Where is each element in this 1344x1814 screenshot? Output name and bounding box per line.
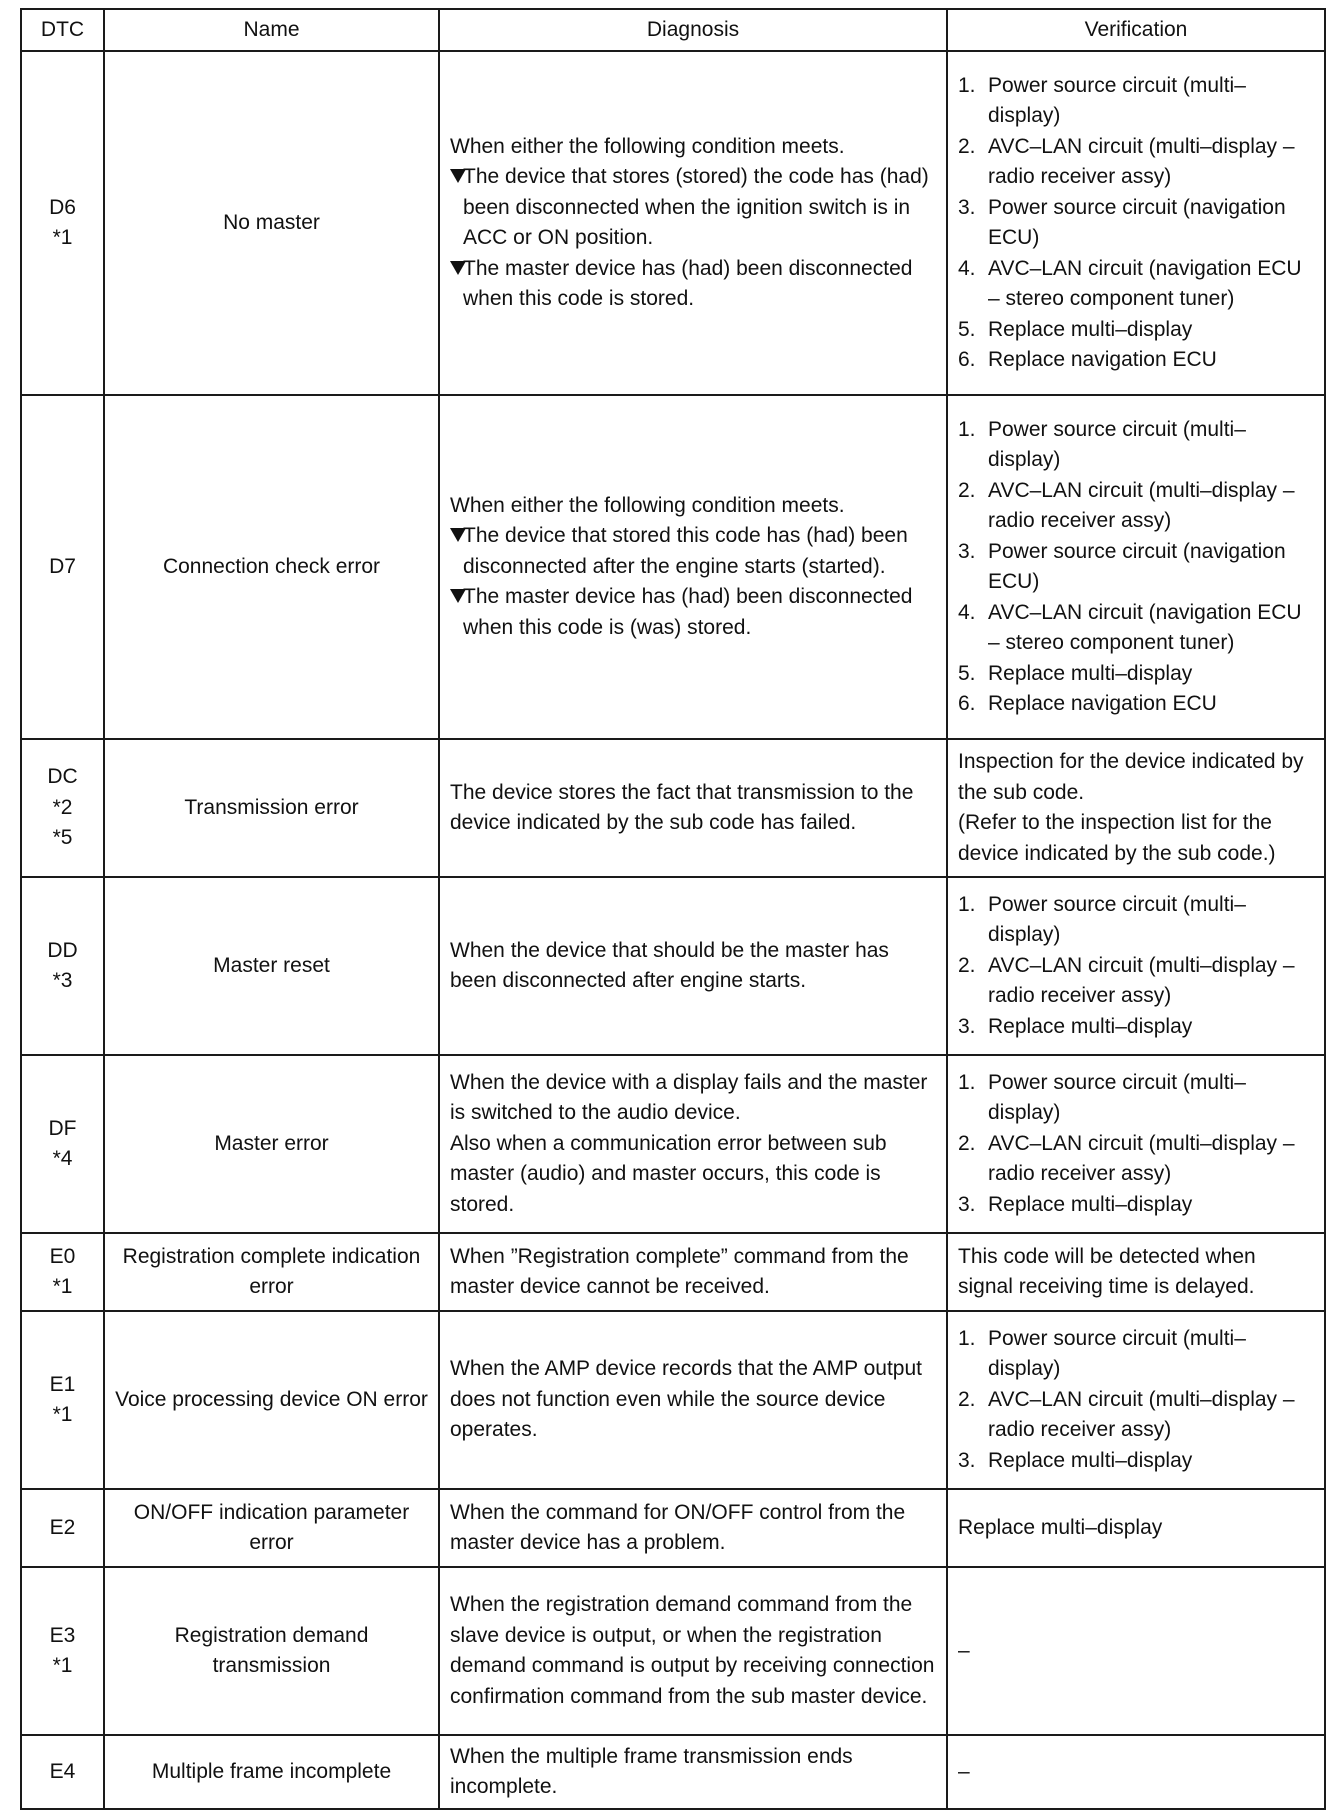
verification-cell xyxy=(947,1233,1325,1311)
dtc-footnote-ref: *1 xyxy=(52,1654,73,1677)
table-row xyxy=(21,1489,1325,1567)
dtc-name-cell xyxy=(104,1567,439,1735)
dtc-code-cell xyxy=(21,1567,104,1735)
step-text: Replace multi–display xyxy=(988,1014,1193,1038)
header-diagnosis: Diagnosis xyxy=(439,9,947,51)
diagnosis-text: When the registration demand command from the slave device is output, or when the registration demand command is output by receiving connection confirmation command from the sub master device. xyxy=(450,1593,935,1708)
verification-step xyxy=(958,254,1314,315)
diagnosis-text: When the command for ON/OFF control from the master device has a problem. xyxy=(450,1500,906,1554)
header-verification: Verification xyxy=(947,9,1325,51)
diagnosis-cell xyxy=(439,1311,947,1489)
step-number: 6. xyxy=(958,348,976,371)
dtc-code: DC xyxy=(47,765,78,789)
step-text: Power source circuit (multi–display) xyxy=(988,73,1246,127)
step-number: 2. xyxy=(958,1131,976,1155)
verification-text: This code will be detected when signal receiving time is delayed. xyxy=(958,1244,1256,1298)
step-number: 3. xyxy=(958,1014,976,1038)
diagnosis-bullet-text: The master device has (had) been disconnected when this code is (was) stored. xyxy=(463,585,913,639)
verification-step xyxy=(958,345,1314,376)
dtc-name: ON/OFF indication parameter error xyxy=(133,1500,410,1554)
verification-step xyxy=(958,689,1314,720)
dtc-code: E0 xyxy=(49,1244,76,1268)
dtc-code-cell xyxy=(21,395,104,739)
header-name: Name xyxy=(104,9,439,51)
verification-steps xyxy=(958,1068,1314,1221)
step-text: Power source circuit (multi–display) xyxy=(988,1326,1246,1381)
verification-cell xyxy=(947,395,1325,739)
dtc-code-cell xyxy=(21,1489,104,1567)
dtc-footnote-ref: *3 xyxy=(52,969,73,992)
verification-step xyxy=(958,659,1314,690)
step-text: Power source circuit (navigation ECU) xyxy=(988,195,1286,249)
step-text: AVC–LAN circuit (multi–display – radio receiver assy) xyxy=(988,478,1295,532)
diagnosis-intro: When either the following condition meets. xyxy=(450,493,845,517)
step-number: 3. xyxy=(958,539,976,563)
step-number: 3. xyxy=(958,1192,976,1216)
dtc-name: Registration demand transmission xyxy=(174,1623,369,1677)
step-number: 3. xyxy=(958,195,976,219)
verification-text: Replace multi–display xyxy=(958,1515,1163,1539)
dtc-table xyxy=(20,8,1326,1810)
step-number: 2. xyxy=(958,953,976,977)
dtc-name-cell xyxy=(104,1735,439,1809)
diagnosis-bullet-text: The device that stored this code has (had) been disconnected after the engine starts (started). xyxy=(463,524,908,578)
diagnosis-text: When the device that should be the master has been disconnected after engine starts. xyxy=(450,938,889,992)
diagnosis-cell xyxy=(439,739,947,877)
step-number: 4. xyxy=(958,600,976,624)
diagnosis-cell xyxy=(439,1233,947,1311)
diagnosis-cell xyxy=(439,1567,947,1735)
diagnosis-text: When ”Registration complete” command from the master device cannot be received. xyxy=(450,1244,909,1298)
verification-step xyxy=(958,315,1314,346)
dtc-name: Registration complete indication error xyxy=(122,1244,421,1298)
step-number: 6. xyxy=(958,692,976,715)
dtc-code-cell xyxy=(21,1735,104,1809)
verification-steps xyxy=(958,415,1314,720)
diagnosis-bullet-text: The device that stores (stored) the code has (had) been disconnected when the ignition switch is in ACC or ON position. xyxy=(463,165,929,249)
table-row xyxy=(21,1233,1325,1311)
dtc-footnote-ref: *5 xyxy=(52,826,73,850)
dtc-code: D6 xyxy=(49,195,76,219)
verification-step xyxy=(958,1446,1314,1477)
step-text: Replace navigation ECU xyxy=(988,692,1217,715)
dtc-name-cell xyxy=(104,1311,439,1489)
verification-step xyxy=(958,71,1314,132)
step-number: 1. xyxy=(958,892,976,916)
dtc-name-cell xyxy=(104,739,439,877)
diagnosis-bullet xyxy=(450,582,936,643)
step-number: 5. xyxy=(958,661,976,685)
diagnosis-cell xyxy=(439,395,947,739)
step-text: AVC–LAN circuit (navigation ECU – stereo component tuner) xyxy=(988,600,1302,654)
diagnosis-text: Also when a communication error between sub master (audio) and master occurs, this code is stored. xyxy=(450,1131,887,1216)
step-text: Replace multi–display xyxy=(988,1192,1193,1216)
dtc-name-cell xyxy=(104,395,439,739)
verification-step xyxy=(958,537,1314,598)
step-text: Power source circuit (multi–display) xyxy=(988,1070,1246,1125)
dtc-code: DD xyxy=(47,938,78,962)
step-text: Replace multi–display xyxy=(988,317,1193,341)
table-row xyxy=(21,877,1325,1055)
dtc-name: Multiple frame incomplete xyxy=(151,1759,392,1783)
step-text: Power source circuit (multi–display) xyxy=(988,417,1246,471)
step-text: Replace navigation ECU xyxy=(988,348,1217,371)
dtc-code-cell xyxy=(21,1233,104,1311)
verification-none: – xyxy=(958,1759,970,1783)
step-text: AVC–LAN circuit (multi–display – radio receiver assy) xyxy=(988,134,1295,188)
dtc-code-cell xyxy=(21,877,104,1055)
step-text: Replace multi–display xyxy=(988,661,1193,685)
dtc-name: Connection check error xyxy=(162,554,381,578)
dtc-code: DF xyxy=(48,1116,77,1140)
dtc-code: E2 xyxy=(49,1515,76,1539)
table-row xyxy=(21,1567,1325,1735)
verification-cell xyxy=(947,1489,1325,1567)
dtc-name-cell xyxy=(104,51,439,395)
verification-step xyxy=(958,1324,1314,1385)
step-number: 1. xyxy=(958,1326,976,1350)
dtc-code: E1 xyxy=(49,1372,76,1396)
step-text: Replace multi–display xyxy=(988,1448,1193,1472)
step-number: 1. xyxy=(958,417,976,441)
verification-cell xyxy=(947,51,1325,395)
dtc-code: E3 xyxy=(49,1623,76,1647)
verification-cell xyxy=(947,1735,1325,1809)
verification-cell xyxy=(947,877,1325,1055)
dtc-name-cell xyxy=(104,877,439,1055)
step-number: 2. xyxy=(958,1387,976,1411)
step-number: 4. xyxy=(958,256,976,280)
table-row xyxy=(21,51,1325,395)
verification-text: Inspection for the device indicated by the sub code. xyxy=(958,750,1304,804)
step-number: 1. xyxy=(958,73,976,97)
verification-step xyxy=(958,1129,1314,1190)
dtc-footnote-ref: *1 xyxy=(52,1403,73,1426)
dtc-name: Voice processing device ON error xyxy=(115,1387,428,1411)
verification-step xyxy=(958,132,1314,193)
diagnosis-bullet xyxy=(450,254,936,315)
diagnosis-text: When the multiple frame transmission ends incomplete. xyxy=(450,1744,853,1798)
verification-step xyxy=(958,415,1314,476)
step-text: Power source circuit (multi–display) xyxy=(988,892,1246,947)
dtc-code: E4 xyxy=(49,1759,76,1783)
verification-step xyxy=(958,1190,1314,1221)
step-text: AVC–LAN circuit (navigation ECU – stereo component tuner) xyxy=(988,256,1302,310)
dtc-code-cell xyxy=(21,1055,104,1233)
dtc-code-cell xyxy=(21,1311,104,1489)
diagnosis-text: The device stores the fact that transmission to the device indicated by the sub code has failed. xyxy=(450,780,914,834)
verification-cell xyxy=(947,1567,1325,1735)
dtc-table-sheet xyxy=(20,8,1324,1810)
verification-step xyxy=(958,1385,1314,1446)
verification-steps xyxy=(958,71,1314,376)
dtc-name-cell xyxy=(104,1489,439,1567)
step-text: AVC–LAN circuit (multi–display – radio receiver assy) xyxy=(988,1131,1295,1186)
verification-step xyxy=(958,193,1314,254)
table-row xyxy=(21,395,1325,739)
verification-step xyxy=(958,1012,1314,1043)
diagnosis-intro: When either the following condition meets. xyxy=(450,134,845,158)
verification-cell xyxy=(947,1311,1325,1489)
verification-cell xyxy=(947,1055,1325,1233)
step-text: Power source circuit (navigation ECU) xyxy=(988,539,1286,593)
verification-cell xyxy=(947,739,1325,877)
dtc-name: Master error xyxy=(214,1131,329,1155)
dtc-footnote-ref: *4 xyxy=(52,1147,73,1170)
dtc-footnote-ref: *1 xyxy=(52,1275,73,1298)
diagnosis-cell xyxy=(439,1489,947,1567)
verification-step xyxy=(958,476,1314,537)
verification-step xyxy=(958,598,1314,659)
diagnosis-bullet xyxy=(450,162,936,254)
diagnosis-text: When the device with a display fails and the master is switched to the audio device. xyxy=(450,1070,928,1125)
verification-steps xyxy=(958,1324,1314,1477)
dtc-name: Transmission error xyxy=(184,795,359,819)
diagnosis-cell xyxy=(439,1735,947,1809)
diagnosis-text: When the AMP device records that the AMP output does not function even while the source device operates. xyxy=(450,1357,922,1442)
dtc-code-cell xyxy=(21,739,104,877)
step-number: 1. xyxy=(958,1070,976,1094)
step-number: 2. xyxy=(958,134,976,158)
dtc-code: D7 xyxy=(49,554,76,578)
step-number: 3. xyxy=(958,1448,976,1472)
table-row xyxy=(21,1311,1325,1489)
diagnosis-bullet-text: The master device has (had) been disconnected when this code is stored. xyxy=(463,256,913,310)
diagnosis-cell xyxy=(439,877,947,1055)
table-row xyxy=(21,739,1325,877)
table-header-row xyxy=(21,9,1325,51)
verification-step xyxy=(958,1068,1314,1129)
step-text: AVC–LAN circuit (multi–display – radio receiver assy) xyxy=(988,1387,1295,1442)
verification-step xyxy=(958,951,1314,1012)
verification-step xyxy=(958,890,1314,951)
dtc-code-cell xyxy=(21,51,104,395)
dtc-footnote-ref: *2 xyxy=(52,795,73,819)
dtc-name-cell xyxy=(104,1233,439,1311)
step-number: 2. xyxy=(958,478,976,502)
table-row xyxy=(21,1055,1325,1233)
table-body xyxy=(21,51,1325,1809)
step-text: AVC–LAN circuit (multi–display – radio receiver assy) xyxy=(988,953,1295,1008)
verification-steps xyxy=(958,890,1314,1043)
diagnosis-bullet xyxy=(450,521,936,582)
diagnosis-cell xyxy=(439,1055,947,1233)
verification-none: – xyxy=(958,1638,970,1662)
table-row xyxy=(21,1735,1325,1809)
dtc-name: No master xyxy=(223,210,320,234)
dtc-name: Master reset xyxy=(213,953,330,977)
verification-text: (Refer to the inspection list for the device indicated by the sub code.) xyxy=(958,811,1276,865)
dtc-footnote-ref: *1 xyxy=(52,226,73,249)
dtc-name-cell xyxy=(104,1055,439,1233)
step-number: 5. xyxy=(958,317,976,341)
diagnosis-cell xyxy=(439,51,947,395)
header-dtc: DTC xyxy=(21,9,104,51)
